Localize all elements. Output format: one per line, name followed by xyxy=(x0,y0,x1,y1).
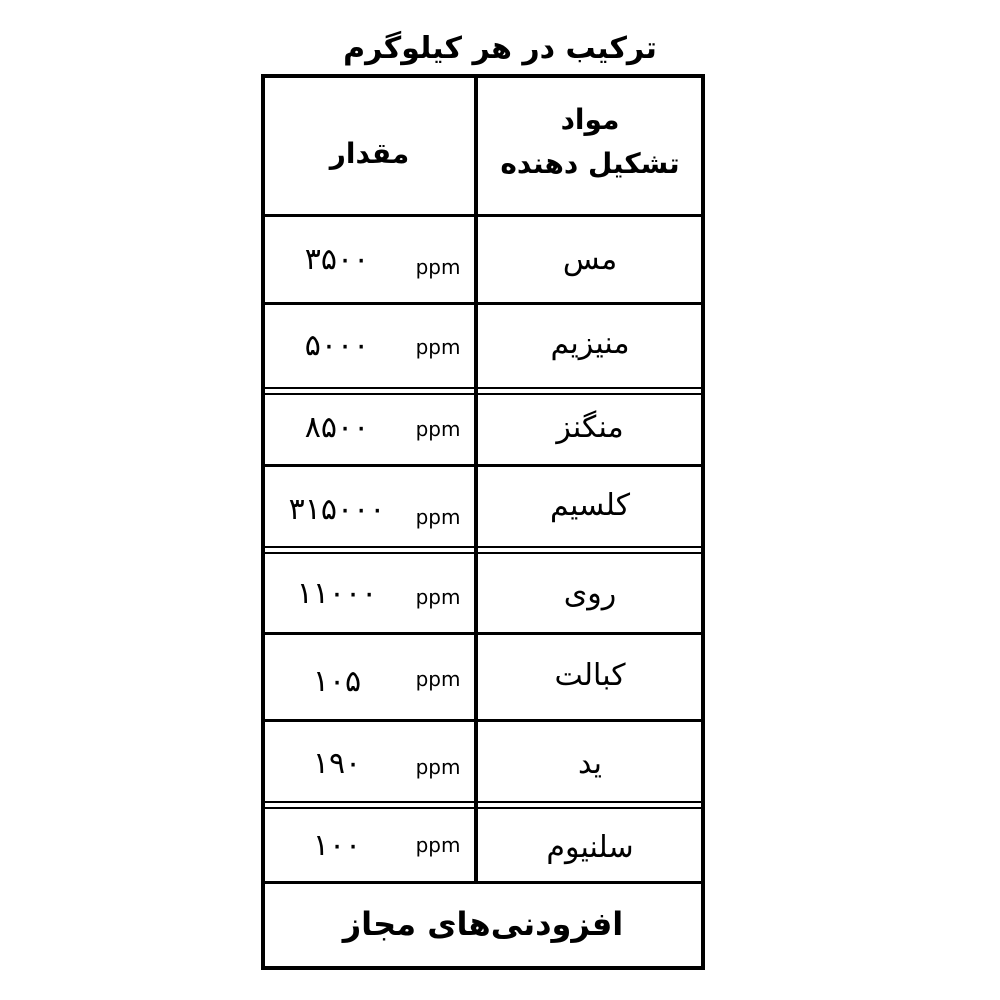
value-cell: ۱۱۰۰۰ xyxy=(296,576,378,611)
unit-cell: ppm xyxy=(415,505,461,529)
row-divider xyxy=(265,719,701,722)
table-footer: افزودنی‌های مجاز xyxy=(342,905,624,943)
row-divider xyxy=(265,214,701,217)
material-cell: ید xyxy=(577,746,603,781)
value-cell: ۳۱۵۰۰۰ xyxy=(288,492,386,527)
value-cell: ۵۰۰۰ xyxy=(304,328,370,363)
material-cell: روی xyxy=(563,576,617,611)
header-materials xyxy=(479,98,701,186)
material-cell: سلنیوم xyxy=(546,830,634,865)
row-divider-double xyxy=(265,801,701,809)
material-cell: کلسیم xyxy=(550,488,630,523)
unit-cell: ppm xyxy=(415,585,461,609)
value-cell: ۸۵۰۰ xyxy=(304,410,370,445)
header-materials-line1: مواد xyxy=(560,103,620,136)
unit-cell: ppm xyxy=(415,667,461,691)
composition-table xyxy=(261,74,705,970)
value-cell: ۳۵۰۰ xyxy=(304,242,370,277)
unit-cell: ppm xyxy=(415,755,461,779)
value-cell: ۱۰۵ xyxy=(312,664,362,699)
row-divider xyxy=(265,881,701,884)
row-divider-double xyxy=(265,546,701,554)
unit-cell: ppm xyxy=(415,833,461,857)
row-divider xyxy=(265,632,701,635)
unit-cell: ppm xyxy=(415,255,461,279)
column-divider xyxy=(474,78,478,884)
material-cell: منیزیم xyxy=(550,326,630,361)
unit-cell: ppm xyxy=(415,417,461,441)
material-cell: مس xyxy=(562,242,618,277)
header-materials-line2: تشکیل دهنده xyxy=(500,147,680,180)
row-divider xyxy=(265,302,701,305)
material-cell: کبالت xyxy=(554,658,626,693)
material-cell: منگنز xyxy=(556,410,624,445)
unit-cell: ppm xyxy=(415,335,461,359)
header-amount: مقدار xyxy=(329,137,410,170)
row-divider-double xyxy=(265,387,701,395)
row-divider xyxy=(265,464,701,467)
value-cell: ۱۹۰ xyxy=(312,746,362,781)
value-cell: ۱۰۰ xyxy=(312,828,362,863)
table-title: ترکیب در هر کیلوگرم xyxy=(343,31,657,66)
